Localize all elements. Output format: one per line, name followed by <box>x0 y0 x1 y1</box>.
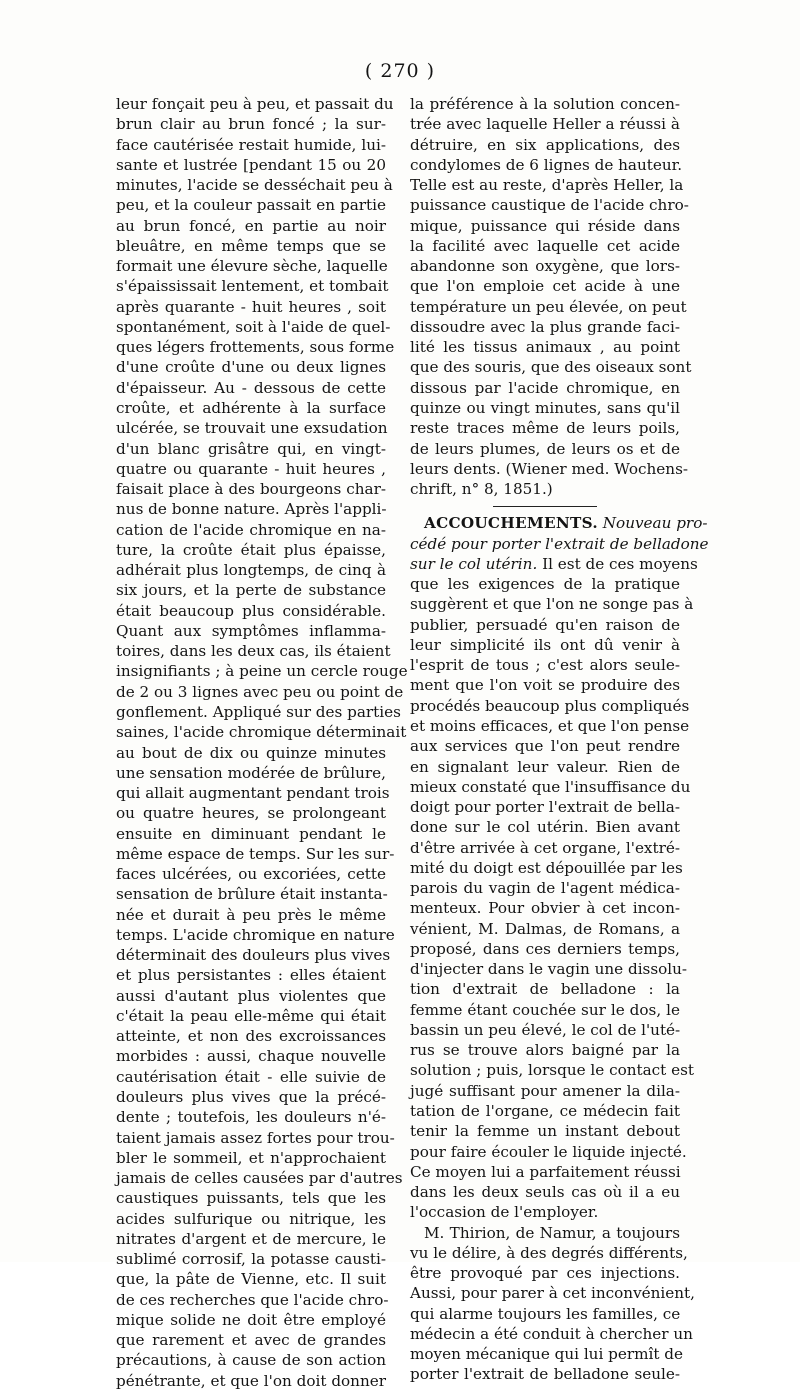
text-line: pénétrante, et que l'on doit donner <box>116 1371 386 1390</box>
text-line: moyen mécanique qui lui permît de <box>410 1345 684 1364</box>
text-line: d'épaisseur. Au - dessous de cette <box>116 378 386 397</box>
text-line: acides sulfurique ou nitrique, les <box>116 1209 386 1228</box>
text-line: rus se trouve alors baigné par la <box>410 1041 680 1060</box>
text-line: parois du vagin de l'agent médica- <box>410 879 680 898</box>
section-title-line-2 <box>410 534 709 554</box>
text-line: l'occasion de l'employer. <box>410 1203 599 1222</box>
text-line: condylomes de 6 lignes de hauteur. <box>410 155 683 174</box>
section-title-part-2: cédé pour porter l'extrait de belladone <box>410 534 709 553</box>
text-line: de leurs plumes, de leurs os et de <box>410 439 680 458</box>
text-line: gonflement. Appliqué sur des parties <box>116 702 401 721</box>
text-line: mique solide ne doit être employé <box>116 1310 386 1329</box>
text-line: taient jamais assez fortes pour trou- <box>116 1128 395 1147</box>
text-line: faces ulcérées, ou excoriées, cette <box>116 865 386 884</box>
text-line: était beaucoup plus considérable. <box>116 601 386 620</box>
section-title-part-1: Nouveau pro- <box>602 514 708 533</box>
text-line: sensation de brûlure était instanta- <box>116 885 388 904</box>
text-line: publier, persuadé qu'en raison de <box>410 615 680 634</box>
text-line: c'était la peau elle-même qui était <box>116 1006 386 1025</box>
text-line: minutes, l'acide se desséchait peu à <box>116 176 393 195</box>
text-line: une sensation modérée de brûlure, <box>116 763 386 782</box>
text-line: puissance caustique de l'acide chro- <box>410 196 689 215</box>
text-line: vu le délire, à des degrés différents, <box>410 1243 688 1262</box>
page-number: ( 270 ) <box>364 60 436 82</box>
text-line: lité les tissus animaux , au point <box>410 338 680 357</box>
text-line: morbides : aussi, chaque nouvelle <box>116 1047 386 1066</box>
text-line: leur fonçait peu à peu, et passait du <box>116 95 394 113</box>
text-line: Telle est au reste, d'après Heller, la <box>410 176 684 195</box>
text-line: ulcérée, se trouvait une exsudation <box>116 419 388 438</box>
text-line: tenir la femme un instant debout <box>410 1122 680 1141</box>
text-line: détruire, en six applications, des <box>410 135 680 154</box>
text-line: dissoudre avec la plus grande faci- <box>410 317 680 336</box>
text-line: mité du doigt est dépouillée par les <box>410 858 683 877</box>
text-line: ques légers frottements, sous forme <box>116 338 395 357</box>
text-line: la préférence à la solution concen- <box>410 95 680 113</box>
text-line: ensuite en diminuant pendant le <box>116 824 386 843</box>
text-line: sublimé corrosif, la potasse causti- <box>116 1250 386 1269</box>
text-line: jamais de celles causées par d'autres <box>116 1169 403 1188</box>
text-line: procédés beaucoup plus compliqués <box>410 696 690 715</box>
text-line: en signalant leur valeur. Rien de <box>410 757 680 776</box>
text-line: et moins efficaces, et que l'on pense <box>410 716 690 735</box>
text-line: s'épaississait lentement, et tombait <box>116 277 389 296</box>
text-line: brun clair au brun foncé ; la sur- <box>116 115 386 134</box>
text-line: d'une croûte d'une ou deux lignes <box>116 358 386 377</box>
text-line: dente ; toutefois, les douleurs n'é- <box>116 1108 386 1127</box>
text-line: pour faire écouler le liquide injecté. <box>410 1142 687 1161</box>
text-line: tion d'extrait de belladone : la <box>410 980 680 999</box>
text-line: la facilité avec laquelle cet acide <box>410 236 680 255</box>
section-divider-rule <box>493 506 597 507</box>
text-line: qui allait augmentant pendant trois <box>116 784 390 803</box>
text-line: que des souris, que des oiseaux sont <box>410 358 692 377</box>
text-line: au brun foncé, en partie au noir <box>116 216 386 235</box>
section-heading: ACCOUCHEMENTS. <box>424 514 598 533</box>
text-line: Ce moyen lui a parfaitement réussi <box>410 1162 681 1181</box>
text-line: mique, puissance qui réside dans <box>410 216 680 235</box>
text-line: mieux constaté que l'insuffisance du <box>410 777 691 796</box>
text-line: leurs dents. (Wiener med. Wochens- <box>410 459 688 478</box>
text-line: peu, et la couleur passait en partie <box>116 196 386 215</box>
text-line: l'esprit de tous ; c'est alors seule- <box>410 656 680 675</box>
text-line: toires, dans les deux cas, ils étaient <box>116 642 391 661</box>
text-line: cautérisation était - elle suivie de <box>116 1067 386 1086</box>
text-line: doigt pour porter l'extrait de bella- <box>410 798 680 817</box>
text-line: abandonne son oxygène, que lors- <box>410 257 680 276</box>
left-column <box>116 94 408 1391</box>
text-line: aussi d'autant plus violentes que <box>116 986 386 1005</box>
section-title-line-3 <box>410 554 698 574</box>
text-line: femme étant couchée sur le dos, le <box>410 1000 680 1019</box>
text-line: sante et lustrée [pendant 15 ou 20 <box>116 155 386 174</box>
text-line: que l'on emploie cet acide à une <box>410 277 680 296</box>
text-line: formait une élevure sèche, laquelle <box>116 257 388 276</box>
text-line: atteinte, et non des excroissances <box>116 1027 386 1046</box>
text-line: d'un blanc grisâtre qui, en vingt- <box>116 439 386 458</box>
text-line: qui alarme toujours les familles, ce <box>410 1304 681 1323</box>
text-line: done sur le col utérin. Bien avant <box>410 818 680 837</box>
text-line: faisait place à des bourgeons char- <box>116 480 386 499</box>
text-line: tation de l'organe, ce médecin fait <box>410 1102 680 1121</box>
text-line: née et durait à peu près le même <box>116 905 386 924</box>
text-line: croûte, et adhérente à la surface <box>116 398 386 417</box>
text-line: que les exigences de la pratique <box>410 575 680 594</box>
text-line: dans les deux seuls cas où il a eu <box>410 1183 680 1202</box>
section-title-part-3: sur le col utérin. <box>410 554 538 573</box>
text-line: menteux. Pour obvier à cet incon- <box>410 899 680 918</box>
text-line: douleurs plus vives que la précé- <box>116 1088 386 1107</box>
text-line: trée avec laquelle Heller a réussi à <box>410 115 680 134</box>
text-line: quinze ou vingt minutes, sans qu'il <box>410 398 680 417</box>
text-line: médecin a été conduit à chercher un <box>410 1324 693 1343</box>
text-line: au bout de dix ou quinze minutes <box>116 743 386 762</box>
text-line: précautions, à cause de son action <box>116 1351 386 1370</box>
section-heading-line <box>410 513 708 533</box>
text-line: suggèrent et que l'on ne songe pas à <box>410 595 694 614</box>
text-line: insignifiants ; à peine un cercle rouge <box>116 662 408 681</box>
text-line: quatre ou quarante - huit heures , <box>116 459 386 478</box>
text-line: solution ; puis, lorsque le contact est <box>410 1061 695 1080</box>
text-line: temps. L'acide chromique en nature <box>116 925 395 944</box>
text-line: cation de l'acide chromique en na- <box>116 520 386 539</box>
text-line: spontanément, soit à l'aide de quel- <box>116 317 391 336</box>
text-line: que, la pâte de Vienne, etc. Il suit <box>116 1270 386 1289</box>
text-line: ment que l'on voit se produire des <box>410 676 680 695</box>
text-line: nus de bonne nature. Après l'appli- <box>116 500 387 519</box>
text-line: six jours, et la perte de substance <box>116 581 386 600</box>
text-line: leur simplicité ils ont dû venir à <box>410 635 680 654</box>
text-line: même espace de temps. Sur les sur- <box>116 844 395 863</box>
text-line: aux services que l'on peut rendre <box>410 737 680 756</box>
text-line: d'injecter dans le vagin une dissolu- <box>410 960 688 979</box>
text-line: adhérait plus longtemps, de cinq à <box>116 561 386 580</box>
text-line: Quant aux symptômes inflamma- <box>116 621 386 640</box>
text-line: et plus persistantes : elles étaient <box>116 966 386 985</box>
text-line: bleuâtre, en même temps que se <box>116 236 386 255</box>
text-line: saines, l'acide chromique déterminait <box>116 723 407 742</box>
text-line: bassin un peu élevé, le col de l'uté- <box>410 1020 681 1039</box>
text-line: d'être arrivée à cet organe, l'extré- <box>410 838 680 857</box>
right-column <box>410 94 709 1385</box>
text-line: température un peu élevée, on peut <box>410 297 687 316</box>
text-line: proposé, dans ces derniers temps, <box>410 939 680 958</box>
text-line: de 2 ou 3 lignes avec peu ou point de <box>116 682 404 701</box>
text-line: Aussi, pour parer à cet inconvénient, <box>410 1284 695 1303</box>
section-title-part-3-tail: Il est de ces moyens <box>542 554 698 573</box>
text-line: vénient, M. Dalmas, de Romans, a <box>410 919 680 938</box>
text-line: nitrates d'argent et de mercure, le <box>116 1229 386 1248</box>
text-line: de ces recherches que l'acide chro- <box>116 1290 389 1309</box>
text-line: déterminait des douleurs plus vives <box>116 946 391 965</box>
text-line: ou quatre heures, se prolongeant <box>116 804 386 823</box>
text-line: porter l'extrait de belladone seule- <box>410 1365 680 1384</box>
text-line: face cautérisée restait humide, lui- <box>116 135 386 154</box>
text-line: après quarante - huit heures , soit <box>116 297 386 316</box>
text-line: dissous par l'acide chromique, en <box>410 378 680 397</box>
text-line: que rarement et avec de grandes <box>116 1331 386 1350</box>
text-line: reste traces même de leurs poils, <box>410 419 680 438</box>
text-line: bler le sommeil, et n'approchaient <box>116 1148 386 1167</box>
text-line: être provoqué par ces injections. <box>410 1264 680 1283</box>
text-line: ture, la croûte était plus épaisse, <box>116 540 386 559</box>
text-line: caustiques puissants, tels que les <box>116 1189 386 1208</box>
text-line: chrift, n° 8, 1851.) <box>410 480 553 499</box>
text-line: M. Thirion, de Namur, a toujours <box>424 1223 680 1242</box>
text-line: jugé suffisant pour amener la dila- <box>410 1081 680 1100</box>
